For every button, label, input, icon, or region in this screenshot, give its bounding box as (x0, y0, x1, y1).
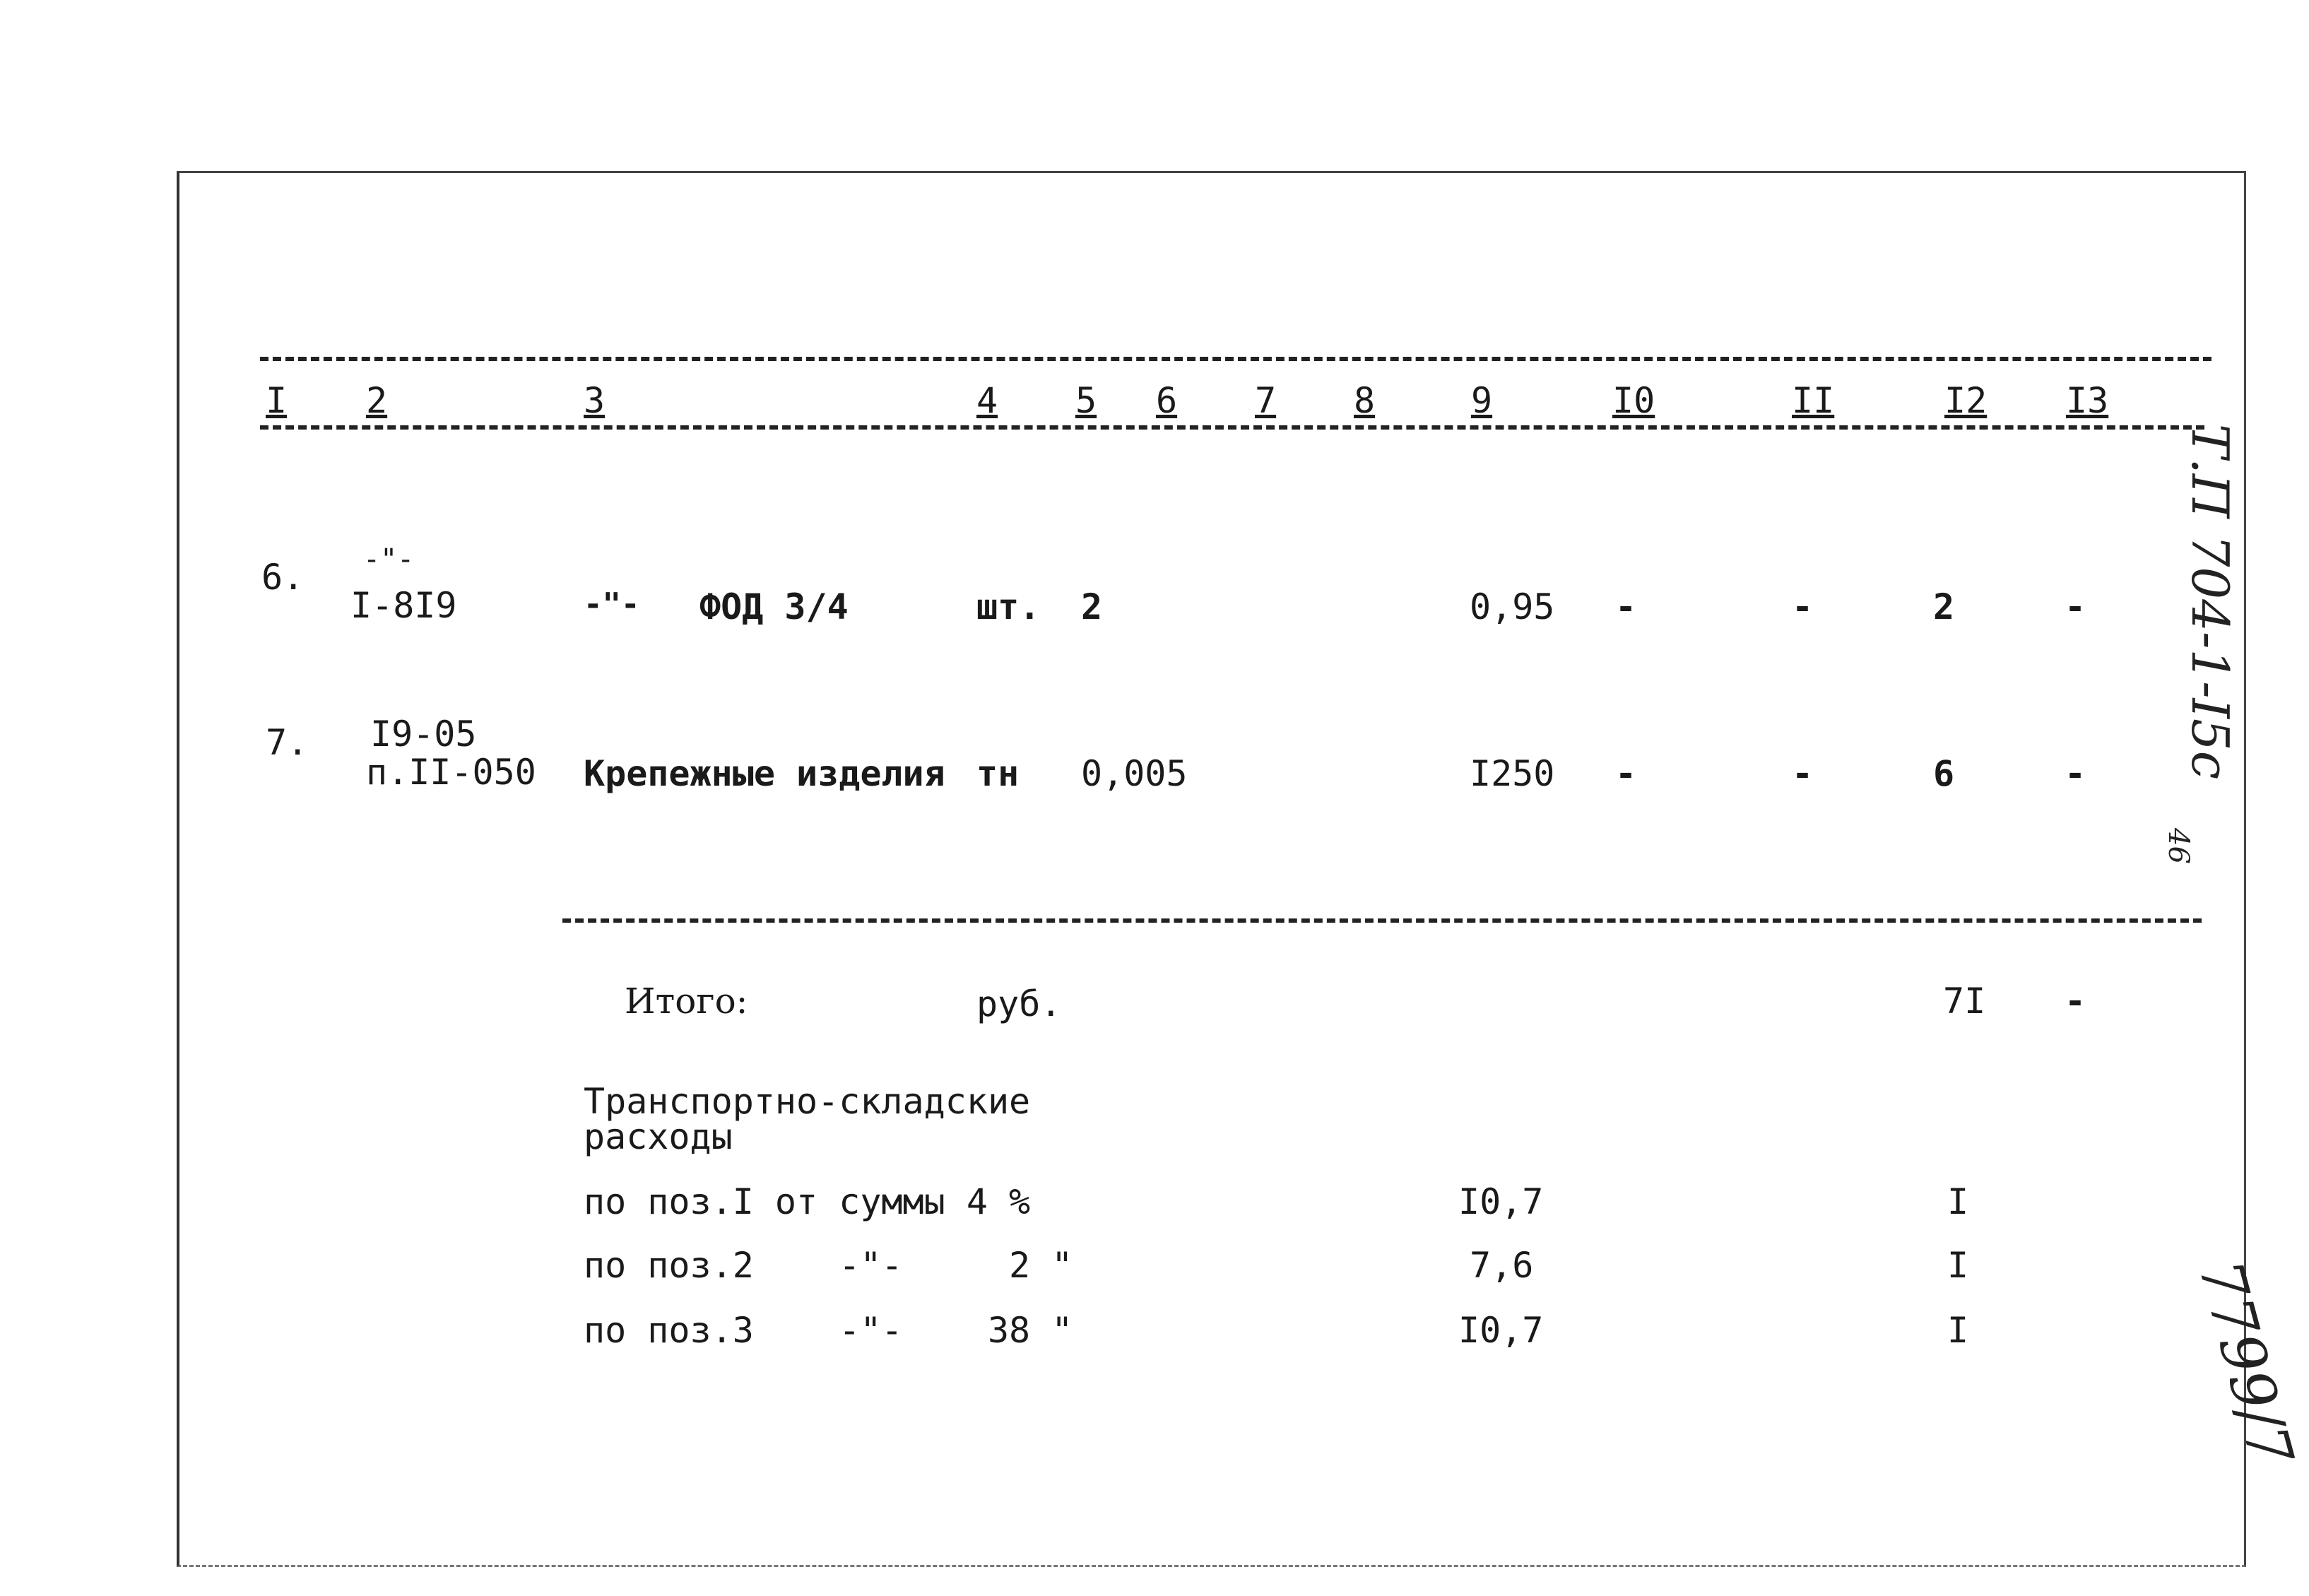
row-col12: 6 (1933, 753, 1955, 794)
page-frame (177, 171, 2246, 1567)
transport-line: по поз.I от суммы 4 % (584, 1181, 1031, 1222)
row-col13: - (2065, 753, 2086, 794)
col-header-3: 3 (584, 380, 606, 421)
transport-line: по поз.3 -"- 38 " (584, 1310, 1073, 1351)
transport-line-col12: I (1947, 1310, 1969, 1351)
total-col12: 7I (1943, 981, 1986, 1022)
col-header-9: 9 (1471, 380, 1493, 421)
transport-title-line1: Транспортно-складские (584, 1081, 1031, 1122)
row-price: I250 (1470, 753, 1555, 794)
total-label: Итого: (625, 981, 748, 1022)
col-header-6: 6 (1156, 380, 1178, 421)
row-col10: - (1615, 586, 1637, 627)
header-bottom-rule (260, 425, 2204, 430)
row-name: Крепежные изделия (584, 753, 945, 794)
transport-title-line2: расходы (584, 1116, 733, 1157)
col-header-8: 8 (1354, 380, 1376, 421)
page-number: 46 (2162, 828, 2195, 864)
row-unit: шт. (976, 586, 1041, 627)
row-name: ФОД 3/4 (699, 586, 849, 627)
row-qty: 0,005 (1081, 753, 1188, 794)
row-code-line2: I-8I9 (350, 585, 457, 626)
row-col10: - (1615, 753, 1637, 794)
row-code-line1: -"- (363, 543, 415, 576)
row-col11: - (1792, 753, 1814, 794)
row-number: 7. (266, 722, 309, 763)
project-code-stamp: Т.П 704-1-I5с (2180, 424, 2240, 780)
total-col13: - (2065, 981, 2086, 1022)
transport-line: по поз.2 -"- 2 " (584, 1245, 1073, 1286)
transport-line-col12: I (1947, 1245, 1969, 1286)
row-qty: 2 (1081, 586, 1103, 627)
col-header-10: I0 (1612, 380, 1655, 421)
total-unit: руб. (976, 983, 1062, 1024)
col-header-4: 4 (976, 380, 998, 421)
row-col11: - (1792, 586, 1814, 627)
subtotal-rule (562, 918, 2202, 923)
col-header-2: 2 (366, 380, 388, 421)
row-col13: - (2065, 586, 2086, 627)
row-unit: тн (976, 753, 1020, 794)
transport-line-col12: I (1947, 1181, 1969, 1222)
col-header-13: I3 (2066, 380, 2109, 421)
transport-line-col9: 7,6 (1470, 1245, 1534, 1286)
row-price: 0,95 (1470, 586, 1555, 627)
row-ditto-mark: -"- (584, 586, 640, 622)
col-header-1: I (266, 380, 288, 421)
col-header-12: I2 (1944, 380, 1988, 421)
row-number: 6. (261, 557, 305, 598)
row-col12: 2 (1933, 586, 1955, 627)
header-top-rule (260, 357, 2211, 361)
row-code-line1: I9-05 (370, 714, 477, 755)
col-header-11: II (1792, 380, 1835, 421)
transport-line-col9: I0,7 (1458, 1310, 1544, 1351)
row-code-line2: п.II-050 (366, 752, 536, 793)
col-header-7: 7 (1255, 380, 1277, 421)
col-header-5: 5 (1075, 380, 1097, 421)
transport-line-col9: I0,7 (1458, 1181, 1544, 1222)
inventory-number: 7799/7 (2185, 1253, 2307, 1473)
